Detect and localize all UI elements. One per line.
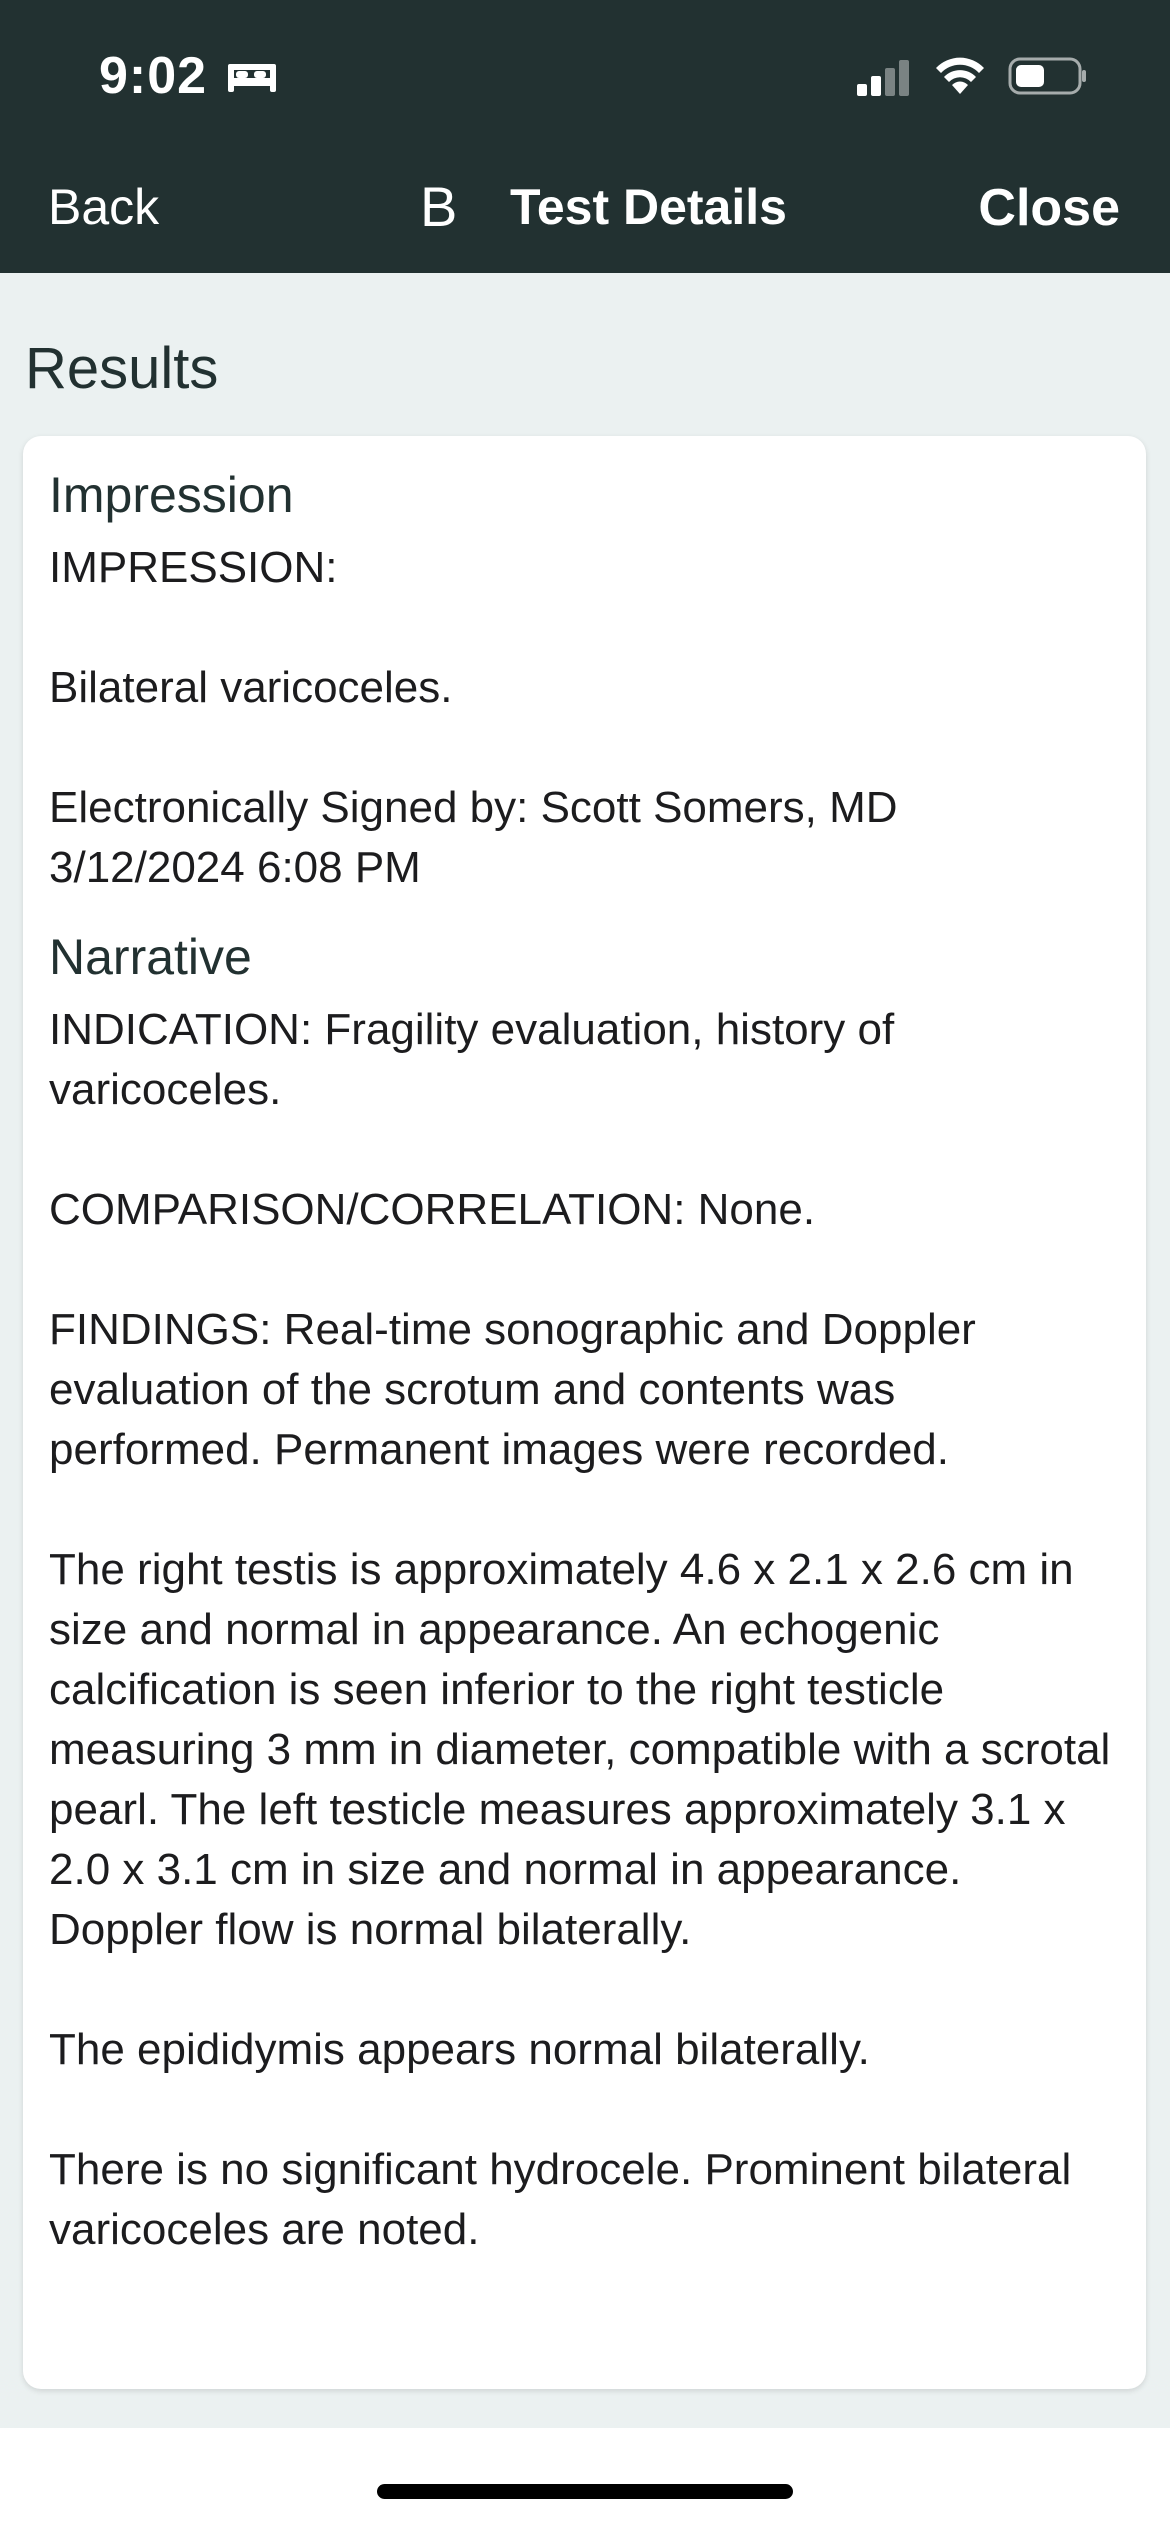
wifi-icon [933,54,987,98]
narrative-paragraph: FINDINGS: Real-time sonographic and Doppler evaluation of the scrotum and contents was performed. Permanent images were recorded. [49,1305,976,1474]
impression-paragraph: Bilateral varicoceles. [49,663,453,712]
narrative-paragraph: The right testis is approximately 4.6 x 2.1 x 2.6 cm in size and normal in appearance. An echogenic calcification is seen inferior to the right testicle measuring 3 mm in diameter, compatible with a scrotal pearl. The left testicle measures approximately 3.1 x 2.0 x 3.1 cm in size and normal in appearance. Doppler flow is normal bilaterally. [49,1545,1111,1954]
narrative-heading: Narrative [49,929,252,985]
results-card [23,436,1146,2389]
back-button[interactable]: Back [48,179,160,235]
impression-paragraph: IMPRESSION: [49,543,338,592]
app-header [0,0,1170,273]
close-button[interactable]: Close [978,179,1120,237]
cellular-signal-icon [855,58,915,98]
home-indicator[interactable] [377,2484,793,2499]
page-title: Test Details [510,179,787,235]
battery-icon [1008,56,1088,96]
impression-body [49,538,1120,898]
results-section-title: Results [25,336,219,401]
bed-icon [224,56,280,96]
content-scroll-area[interactable] [0,273,1170,2428]
impression-heading: Impression [49,467,294,523]
app-logo: B [420,175,458,238]
narrative-paragraph: INDICATION: Fragility evaluation, history of varicoceles. [49,1005,895,1114]
narrative-paragraph: The epididymis appears normal bilaterally. [49,2025,870,2074]
status-time: 9:02 [99,47,208,105]
narrative-paragraph: There is no significant hydrocele. Prominent bilateral varicoceles are noted. [49,2145,1072,2254]
signature-paragraph: Electronically Signed by: Scott Somers, MD 3/12/2024 6:08 PM [49,783,898,892]
narrative-body [49,1000,1120,2260]
narrative-paragraph: COMPARISON/CORRELATION: None. [49,1185,816,1234]
